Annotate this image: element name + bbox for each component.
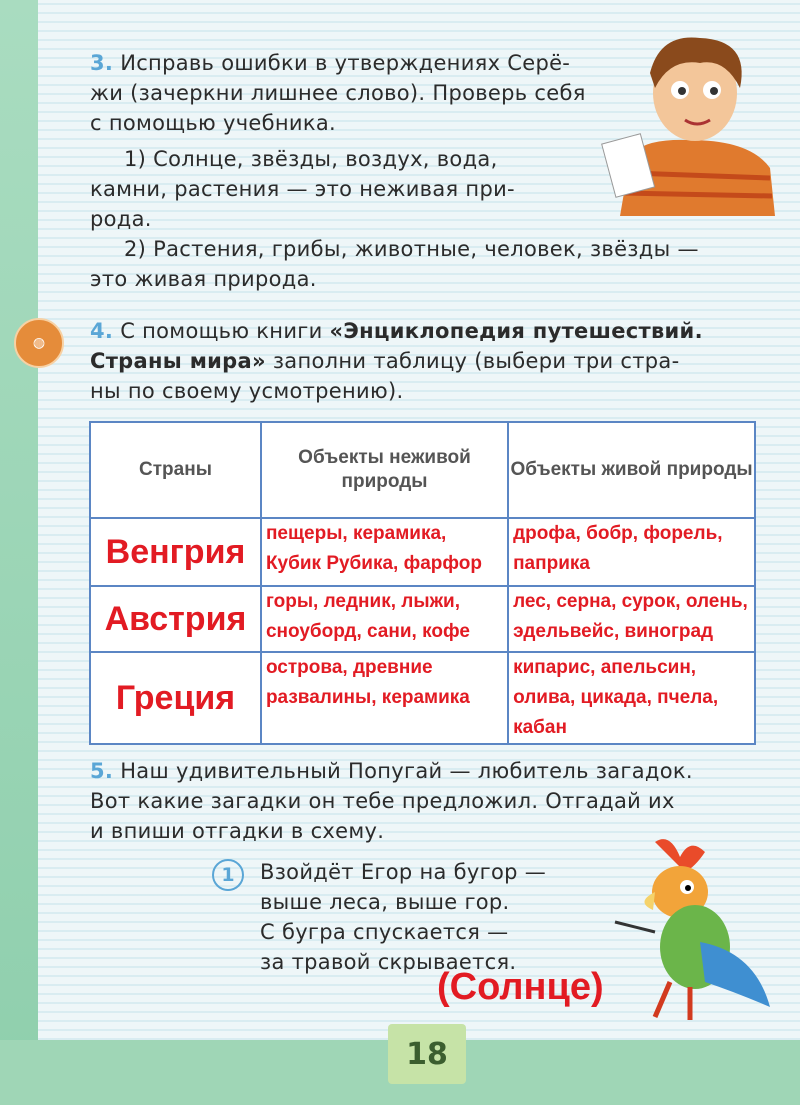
country-cell: Австрия: [90, 586, 261, 652]
book-title: «Энциклопедия путешествий.: [329, 319, 703, 343]
living-cell: [508, 586, 755, 652]
statement-2: 2) Растения, грибы, животные, человек, звёзды —: [124, 237, 699, 261]
table-header-row: [90, 422, 755, 518]
task-text: заполни таблицу (выбери три стра-: [272, 349, 680, 373]
task-text: с помощью учебника.: [90, 111, 337, 135]
cell-line: горы, ледник, лыжи,: [265, 591, 461, 612]
column-header: Страны: [90, 422, 261, 518]
task-4: [90, 316, 703, 406]
country-cell: Греция: [90, 652, 261, 744]
task-3: [90, 48, 699, 294]
table-row: [90, 586, 755, 652]
countries-table: [89, 421, 756, 745]
statement-2: это живая природа.: [90, 267, 317, 291]
task-number: 4.: [90, 319, 114, 343]
page-side-band: [0, 0, 38, 1105]
statement-1: 1) Солнце, звёзды, воздух, вода,: [124, 147, 498, 171]
cell-line: эдельвейс, виноград: [513, 621, 714, 642]
riddle-line: за травой скрывается.: [260, 950, 517, 974]
page-number: 18: [388, 1024, 466, 1084]
country-cell: Венгрия: [90, 518, 261, 586]
task-number: 3.: [90, 51, 114, 75]
riddle: [260, 857, 546, 977]
book-title: Страны мира»: [90, 349, 266, 373]
table-row: [90, 652, 755, 744]
parrot-illustration: [595, 832, 775, 1022]
cell-line: дрофа, бобр, форель,: [513, 523, 723, 544]
nonliving-cell: [261, 586, 508, 652]
task-text: Наш удивительный Попугай — любитель загадок.: [120, 759, 693, 783]
cell-line: олива, цикада, пчела,: [513, 687, 719, 708]
table-row: [90, 518, 755, 586]
cell-line: развалины, керамика: [265, 687, 470, 708]
riddle-number: 1: [212, 859, 244, 891]
riddle-line: С бугра спускается —: [260, 920, 509, 944]
statement-1: камни, растения — это неживая при-: [90, 177, 515, 201]
cell-line: пещеры, керамика,: [265, 523, 447, 544]
nonliving-cell: [261, 518, 508, 586]
cell-line: Кубик Рубика, фарфор: [265, 553, 482, 574]
statement-1: рода.: [90, 207, 152, 231]
cell-line: кипарис, апельсин,: [513, 657, 697, 678]
cell-line: острова, древние: [265, 657, 433, 678]
cell-line: лес, серна, сурок, олень,: [513, 591, 748, 612]
riddle-answer: (Солнце): [437, 966, 604, 1008]
column-header: Объекты неживой природы: [261, 422, 508, 518]
globe-icon: ◍: [14, 318, 64, 368]
cell-line: сноуборд, сани, кофе: [265, 621, 470, 642]
nonliving-cell: [261, 652, 508, 744]
task-text: жи (зачеркни лишнее слово). Проверь себя: [90, 81, 586, 105]
cell-line: паприка: [513, 553, 590, 574]
riddle-line: Взойдёт Егор на бугор —: [260, 860, 547, 884]
riddle-line: выше леса, выше гор.: [260, 890, 510, 914]
living-cell: [508, 652, 755, 744]
task-number: 5.: [90, 759, 114, 783]
task-text: С помощью книги: [120, 319, 323, 343]
task-text: Вот какие загадки он тебе предложил. Отгадай их: [90, 789, 675, 813]
task-text: Исправь ошибки в утверждениях Серё-: [120, 51, 571, 75]
living-cell: [508, 518, 755, 586]
column-header: Объекты живой природы: [508, 422, 755, 518]
task-text: ны по своему усмотрению).: [90, 379, 404, 403]
task-text: и впиши отгадки в схему.: [90, 819, 385, 843]
cell-line: кабан: [513, 717, 567, 738]
